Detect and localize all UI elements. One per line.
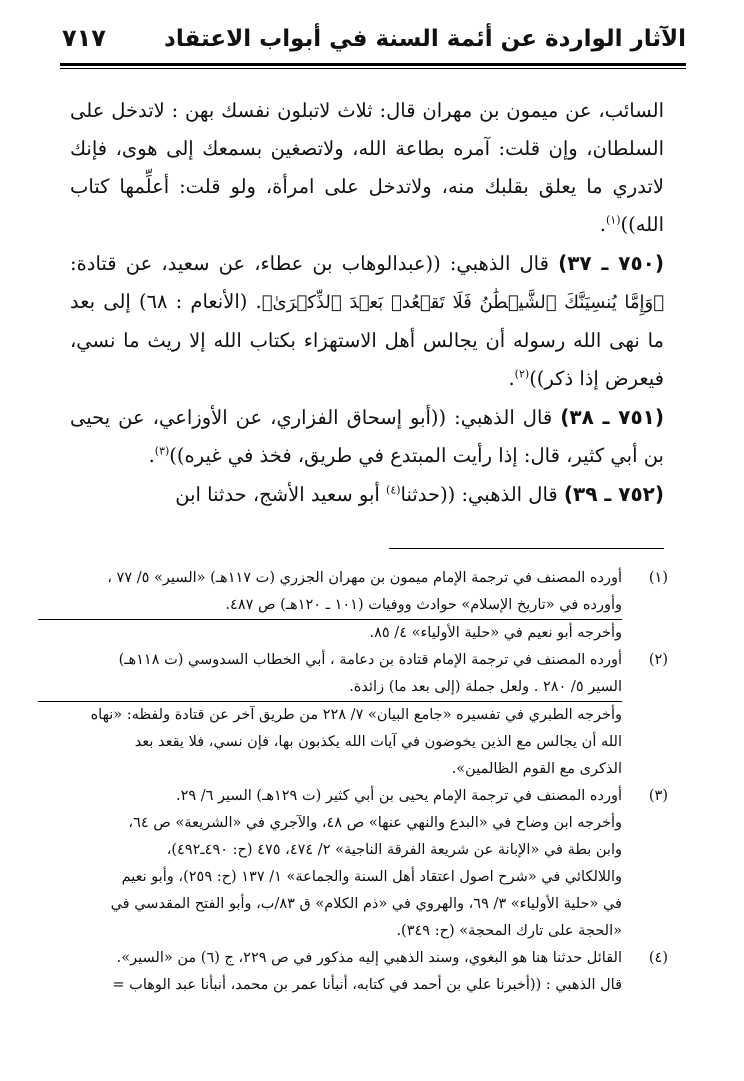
footnote-line: الذكرى مع القوم الظالمين».: [451, 761, 622, 777]
paragraph-text: السائب، عن ميمون بن مهران قال: ثلاث لاتبلون نفسك بهن : لاتدخل على السلطان، وإن قلت: آمره بطاعة الله، ولاتصغين بسمعك إلى هوى، فإنك لاتدري ما يعلق بقلبك منه، ولاتدخل على امرأة، ولو قلت: أعلِّمها كتاب الله)): [70, 99, 664, 236]
quran-verse: ﴿وَإِمَّا يُنسِيَنَّكَ ٱلشَّيۡطَٰنُ فَلَا تَقۡعُدۡ بَعۡدَ ٱلذِّكۡرَىٰ﴾: [261, 292, 664, 313]
page-header: [62, 22, 686, 62]
footnote-line: وأخرجه ابن وضاح في «البدع والنهي عنها» ص ٤٨، والآجري في «الشريعة» ص ٦٤،: [128, 815, 622, 831]
main-text: [70, 92, 664, 514]
footnote-number: (١): [648, 570, 668, 586]
footnote-3: [38, 783, 668, 945]
footnote-line: وابن بطة في «الإبانة عن شريعة الفرقة الناجية» ٢/ ٤٧٤، ٤٧٥ (ح: ٤٩٠ـ٤٩٢)،: [166, 842, 622, 858]
entry-text-cont: . (الأنعام : ٦٨) إلى بعد ما نهى الله رسوله أن يجالس أهل الاستهزاء بكتاب الله إلا ريث ما نسي، فيعرض إذا ذكر)): [70, 290, 664, 390]
footnote-line: في «حلية الأولياء» ٣/ ٦٩، والهروي في «ذم الكلام» ق ٨٣/ب، وأبو الفتح المقدسي في: [110, 896, 622, 912]
footnote-ref: (٢): [514, 367, 530, 381]
footnote-line: وأخرجه الطبري في تفسيره «جامع البيان» ٧/ ٢٢٨ من طريق آخر عن قتادة ولفظه: «نهاه: [90, 707, 622, 723]
page-number: ٧١٧: [62, 24, 106, 52]
entry-text: قال الذهبي: ((حدثنا: [400, 483, 558, 506]
footnote-number: (٢): [648, 652, 668, 668]
footnote-1: [38, 565, 668, 647]
footnote-2: [38, 647, 668, 783]
footnote-line: قال الذهبي : ((أخبرنا علي بن أحمد في كتابه، أنبأنا عمر بن محمد، أنبأنا عبد الوهاب =: [112, 977, 622, 993]
footnote-line: واللالكائي في «شرح اصول اعتقاد أهل السنة والجماعة» ١/ ١٣٧ (ح: ٢٥٩)، وأبو نعيم: [121, 869, 622, 885]
entry-number: (٧٥٠ ـ ٣٧): [558, 251, 664, 275]
footnotes: [38, 565, 668, 999]
footnote-line: أورده المصنف في ترجمة الإمام ميمون بن مهران الجزري (ت ١١٧هـ) «السير» ٥/ ٧٧ ،: [107, 570, 622, 586]
header-rule-thin: [60, 68, 686, 69]
footnote-ref: (٣): [154, 444, 170, 458]
footnote-line: وأخرجه أبو نعيم في «حلية الأولياء» ٤/ ٨٥.: [369, 625, 622, 641]
footnote-ref: (٤): [386, 483, 401, 497]
header-rule: [60, 63, 686, 66]
footnote-line: القائل حدثنا هنا هو البغوي، وسند الذهبي إليه مذكور في ص ٢٢٩، ج (٦) من «السير».: [116, 950, 622, 966]
entry-752: [70, 475, 664, 514]
footnote-number: (٣): [648, 788, 668, 804]
footnote-separator: [389, 548, 664, 549]
entry-751: (٧٥١ ـ ٣٨) قال الذهبي: ((أبو إسحاق الفزاري، عن الأوزاعي، عن يحيى بن أبي كثير، قال: إذا رأيت المبتدع في طريق، فخذ في غيره))$^{(٣)}$.: [70, 405, 664, 467]
entry-750: (٧٥٠ ـ ٣٧) قال الذهبي: ((عبدالوهاب بن عطاء، عن سعيد، عن قتادة: ﴿وَإِمَّا يُنسِيَنَّكَ ٱلشَّيۡطَٰنُ فَلَا تَقۡعُدۡ بَعۡدَ ٱلذِّكۡرَىٰ﴾. (الأنعام : ٦٨) إلى بعد ما نهى الله رسوله أن يجالس أهل الاستهزاء بكتاب الله إلا ريث ما نسي، فيعرض إذا ذكر))$^{(٢)}$.: [70, 251, 664, 390]
entry-text: قال الذهبي: ((أبو إسحاق الفزاري، عن الأوزاعي، عن يحيى بن أبي كثير، قال: إذا رأيت المبتدع في طريق، فخذ في غيره)): [70, 406, 664, 467]
footnote-line: أورده المصنف في ترجمة الإمام قتادة بن دعامة ، أبي الخطاب السدوسي (ت ١١٨هـ): [118, 652, 622, 668]
entry-number: (٧٥٢ ـ ٣٩): [563, 482, 664, 506]
footnote-line: السير ٥/ ٢٨٠ . ولعل جملة (إلى بعد ما) زائدة.: [349, 679, 622, 695]
entry-text-cont: أبو سعيد الأشج، حدثنا ابن: [175, 483, 380, 506]
footnote-line: «الحجة على تارك المحجة» (ح: ٣٤٩).: [396, 923, 622, 939]
running-title: الآثار الواردة عن أئمة السنة في أبواب الاعتقاد: [164, 26, 686, 52]
entry-number: (٧٥١ ـ ٣٨): [560, 405, 664, 429]
footnote-ref: (١): [605, 213, 621, 227]
footnote-line: الله أن يجالس مع الذين يخوضون في آيات الله يكذبون بها، فإن نسي، فلا يقعد بعد: [134, 734, 622, 750]
paragraph-continued: السائب، عن ميمون بن مهران قال: ثلاث لاتبلون نفسك بهن : لاتدخل على السلطان، وإن قلت: آمره بطاعة الله، ولاتصغين بسمعك إلى هوى، فإنك لاتدري ما يعلق بقلبك منه، ولاتدخل على امرأة، ولو قلت: أعلِّمها كتاب الله))$^{(١)}$.: [70, 99, 664, 236]
footnote-number: (٤): [648, 950, 668, 966]
entry-text: قال الذهبي: ((عبدالوهاب بن عطاء، عن سعيد، عن قتادة:: [70, 252, 549, 275]
footnote-4: [38, 945, 668, 999]
footnote-line: أورده المصنف في ترجمة الإمام يحيى بن أبي كثير (ت ١٢٩هـ) السير ٦/ ٢٩.: [175, 788, 622, 804]
footnote-line: وأورده في «تاريخ الإسلام» حوادث ووفيات (١٠١ ـ ١٢٠هـ) ص ٤٨٧.: [225, 597, 622, 613]
